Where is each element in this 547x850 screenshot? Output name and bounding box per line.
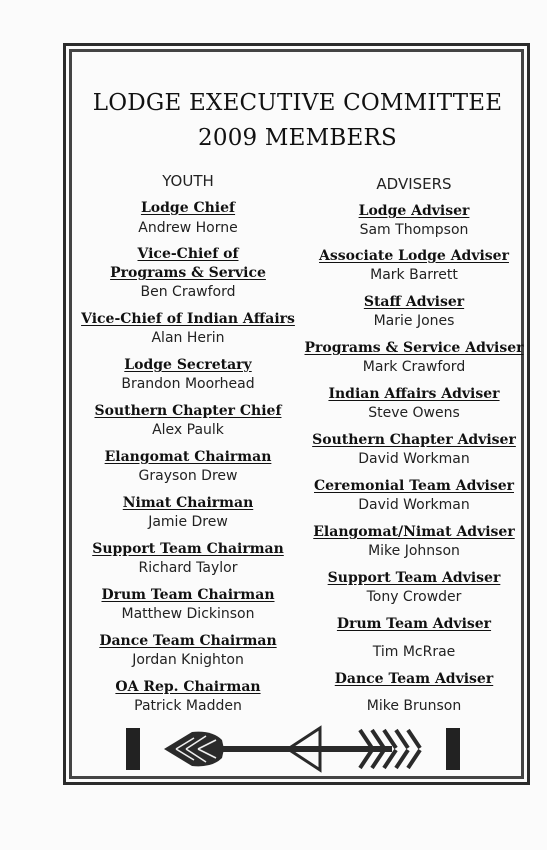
adviser-role-drum-team-adviser: Drum Team Adviser xyxy=(336,616,492,632)
arrow-icon xyxy=(120,722,470,774)
youth-name: Alex Paulk xyxy=(152,422,224,438)
youth-role-lodge-chief: Lodge Chief xyxy=(140,200,236,216)
youth-role-vice-chief-line2: Programs & Service xyxy=(110,265,266,281)
adviser-name: Steve Owens xyxy=(368,405,460,421)
youth-name: Matthew Dickinson xyxy=(121,606,255,622)
adviser-name: David Workman xyxy=(358,451,470,467)
adviser-role-associate-lodge-adviser: Associate Lodge Adviser xyxy=(319,248,509,264)
youth-role-elangomat-chairman: Elangomat Chairman xyxy=(104,449,272,465)
adviser-name: Sam Thompson xyxy=(359,222,469,238)
adviser-name: Mark Barrett xyxy=(370,267,458,283)
adviser-name: Tony Crowder xyxy=(366,589,462,605)
adviser-name: Marie Jones xyxy=(373,313,455,329)
adviser-role-lodge-adviser: Lodge Adviser xyxy=(358,203,470,219)
youth-role-nimat-chairman: Nimat Chairman xyxy=(122,495,254,511)
youth-role-drum-team-chairman: Drum Team Chairman xyxy=(101,587,275,603)
adviser-role-staff-adviser: Staff Adviser xyxy=(363,294,465,310)
youth-role-dance-team-chairman: Dance Team Chairman xyxy=(99,633,277,649)
adviser-role-dance-team-adviser: Dance Team Adviser xyxy=(334,671,494,687)
adviser-role-elangomat-nimat-adviser: Elangomat/Nimat Adviser xyxy=(313,524,515,540)
adviser-role-programs-service-adviser: Programs & Service Adviser xyxy=(304,340,524,356)
adviser-name: Mike Johnson xyxy=(368,543,460,559)
adviser-role-southern-chapter-adviser: Southern Chapter Adviser xyxy=(312,432,516,448)
youth-role-southern-chapter-chief: Southern Chapter Chief xyxy=(94,403,282,419)
adviser-name: Mike Brunson xyxy=(366,698,462,714)
youth-name: Richard Taylor xyxy=(138,560,238,576)
youth-heading: YOUTH xyxy=(162,172,214,190)
adviser-name: Mark Crawford xyxy=(362,359,466,375)
youth-role-oa-rep-chairman: OA Rep. Chairman xyxy=(115,679,261,695)
title-line-1: LODGE EXECUTIVE COMMITTEE xyxy=(92,90,503,116)
youth-name: Alan Herin xyxy=(151,330,225,346)
youth-role-support-team-chairman: Support Team Chairman xyxy=(92,541,284,557)
youth-role-vice-chief-indian-affairs: Vice-Chief of Indian Affairs xyxy=(81,311,295,327)
youth-name: Brandon Moorhead xyxy=(121,376,255,392)
advisers-heading: ADVISERS xyxy=(376,175,452,193)
youth-name: Andrew Horne xyxy=(138,220,238,236)
arrow-ornament xyxy=(120,722,470,774)
youth-role-vice-chief-line1: Vice-Chief of xyxy=(137,246,239,262)
adviser-role-indian-affairs-adviser: Indian Affairs Adviser xyxy=(328,386,500,402)
youth-role-lodge-secretary: Lodge Secretary xyxy=(124,357,252,373)
title-line-2: 2009 MEMBERS xyxy=(198,125,397,151)
adviser-name: Tim McRrae xyxy=(372,644,456,660)
youth-name: Grayson Drew xyxy=(138,468,238,484)
adviser-role-support-team-adviser: Support Team Adviser xyxy=(327,570,501,586)
youth-name: Patrick Madden xyxy=(134,698,242,714)
adviser-role-ceremonial-team-adviser: Ceremonial Team Adviser xyxy=(314,478,514,494)
youth-name: Jamie Drew xyxy=(148,514,228,530)
adviser-name: David Workman xyxy=(358,497,470,513)
youth-name: Jordan Knighton xyxy=(132,652,244,668)
youth-name: Ben Crawford xyxy=(140,284,236,300)
